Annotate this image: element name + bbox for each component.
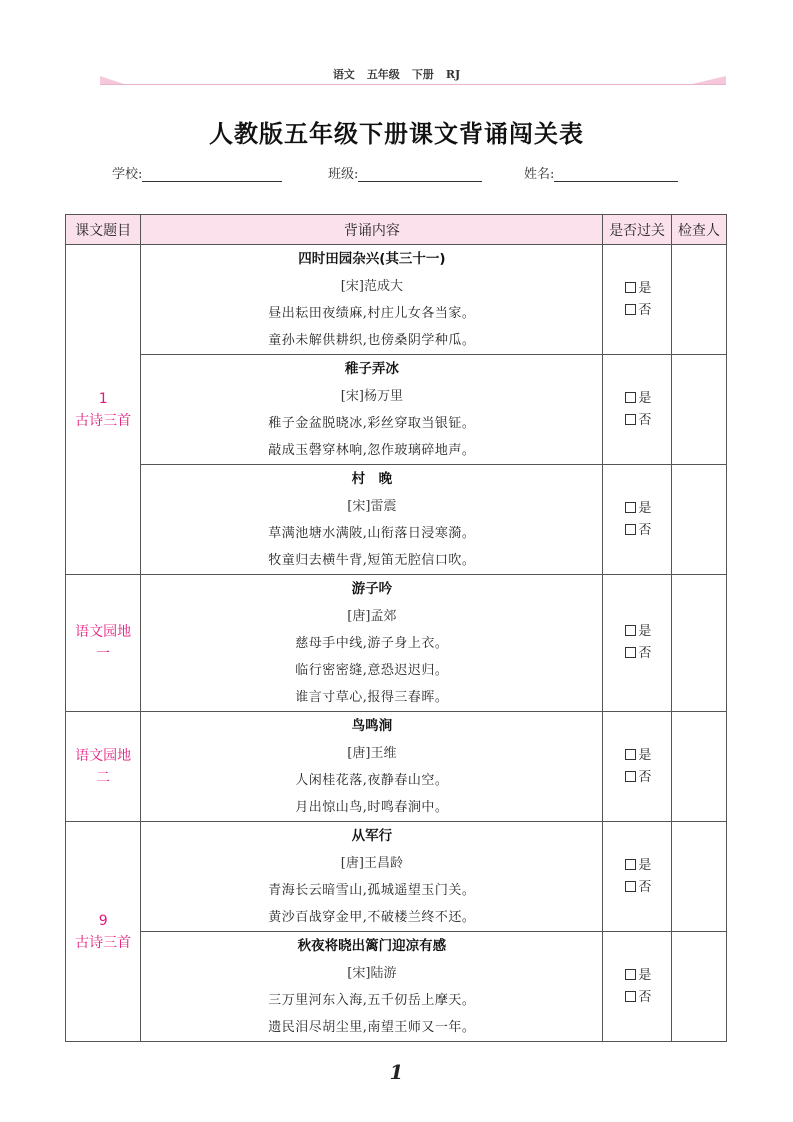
poem-line: 黄沙百战穿金甲,不破楼兰终不还。 [268,910,476,925]
lesson-cell [66,822,141,1042]
no-label: 否 [638,879,652,895]
checkbox-no[interactable] [625,304,636,315]
poem-author: [宋]范成大 [340,279,403,294]
pass-cell [603,932,671,1042]
school-field [112,163,282,182]
no-option[interactable] [625,410,670,432]
no-label: 否 [638,646,652,661]
poem-author: [唐]王维 [347,746,397,761]
poem-author: [宋]雷震 [347,499,397,514]
yes-label: 是 [638,390,652,406]
class-field [328,163,482,182]
page-number: 1 [389,1060,404,1084]
checker-cell[interactable] [671,575,726,712]
table-row [66,575,727,712]
school-label: 学校: [112,167,143,182]
poem-title: 四时田园杂兴(其三十一) [298,251,446,267]
no-option[interactable] [625,767,670,789]
poem-line: 慈母手中线,游子身上衣。 [295,636,449,651]
no-option[interactable] [625,987,670,1009]
lesson-title: 古诗三首 [75,934,132,951]
yes-option[interactable] [625,855,670,877]
column-header-checker: 检查人 [671,215,726,245]
table-row [66,355,727,465]
yes-label: 是 [638,280,652,296]
poem-title: 游子吟 [351,581,393,597]
table-row [66,245,727,355]
lesson-cell [66,575,141,712]
poem-line: 遗民泪尽胡尘里,南望王师又一年。 [268,1020,476,1035]
name-field [524,163,678,182]
no-option[interactable] [625,643,670,665]
checkbox-no[interactable] [625,414,636,425]
pass-cell [603,465,671,575]
yes-option[interactable] [625,745,670,767]
table-row [66,932,727,1042]
name-blank[interactable] [554,167,678,182]
poem-title: 稚子弄冰 [344,361,399,377]
checker-cell[interactable] [671,712,726,822]
no-label: 否 [638,769,652,785]
checkbox-yes[interactable] [625,392,636,403]
poem-line: 青海长云暗雪山,孤城遥望玉门关。 [268,883,476,898]
yes-option[interactable] [625,965,670,987]
column-header-pass: 是否过关 [603,215,671,245]
yes-option[interactable] [625,278,670,300]
header-volume: 下册 [411,68,434,81]
checker-cell[interactable] [671,355,726,465]
no-label: 否 [638,412,652,428]
poem-author: [唐]孟郊 [347,609,397,624]
lesson-title: 一 [96,646,111,662]
table-row [66,465,727,575]
poem-line: 童孙未解供耕织,也傍桑阴学种瓜。 [268,333,476,348]
table-header-row [66,215,727,245]
poem-line: 临行密密缝,意恐迟迟归。 [295,663,449,678]
lesson-cell [66,245,141,575]
lesson-title: 古诗三首 [75,412,132,429]
no-option[interactable] [625,520,670,542]
column-header-lesson: 课文题目 [66,215,141,245]
poem-line: 敲成玉磬穿林响,忽作玻璃碎地声。 [268,443,476,458]
checkbox-no[interactable] [625,991,636,1002]
table-row [66,712,727,822]
yes-label: 是 [638,857,652,873]
lesson-title: 二 [96,769,111,786]
yes-option[interactable] [625,621,670,643]
table-row [66,822,727,932]
yes-label: 是 [638,967,652,983]
poem-cell [141,712,603,822]
poem-line: 稚子金盆脱晓冰,彩丝穿取当银钲。 [268,416,476,431]
lesson-number: 1 [98,390,108,407]
checker-cell[interactable] [671,245,726,355]
header-grade: 五年级 [366,68,400,81]
poem-cell [141,575,603,712]
checkbox-yes[interactable] [625,282,636,293]
school-blank[interactable] [142,167,282,182]
yes-label: 是 [638,624,652,639]
class-label: 班级: [328,167,359,182]
class-blank[interactable] [358,167,482,182]
poem-line: 牧童归去横牛背,短笛无腔信口吹。 [268,553,476,568]
poem-title: 秋夜将晓出篱门迎凉有感 [297,938,447,954]
lesson-number: 语文园地 [75,624,132,640]
checkbox-no[interactable] [625,771,636,782]
header-edition: RJ [445,68,461,81]
poem-cell [141,932,603,1042]
poem-cell [141,465,603,575]
no-label: 否 [638,302,652,318]
checker-cell[interactable] [671,822,726,932]
pass-cell [603,822,671,932]
yes-option[interactable] [625,388,670,410]
poem-title: 从军行 [351,828,393,844]
running-header [0,66,793,82]
name-label: 姓名: [524,167,555,182]
column-header-content: 背诵内容 [141,215,603,245]
checkbox-no[interactable] [625,647,636,658]
poem-line: 昼出耘田夜绩麻,村庄儿女各当家。 [268,306,476,321]
header-subject: 语文 [332,68,355,81]
poem-line: 三万里河东入海,五千仞岳上摩天。 [268,993,476,1008]
pass-cell [603,355,671,465]
poem-line: 谁言寸草心,报得三春晖。 [295,690,449,705]
no-option[interactable] [625,877,670,899]
lesson-cell [66,712,141,822]
yes-label: 是 [638,500,652,516]
checker-cell[interactable] [671,932,726,1042]
checkbox-no[interactable] [625,881,636,892]
checkbox-no[interactable] [625,524,636,535]
poem-cell [141,245,603,355]
checkbox-yes[interactable] [625,625,636,636]
checkbox-yes[interactable] [625,969,636,980]
checkbox-yes[interactable] [625,859,636,870]
poem-line: 月出惊山鸟,时鸣春涧中。 [295,800,449,815]
lesson-number: 语文园地 [75,747,132,764]
poem-cell [141,355,603,465]
poem-author: [宋]杨万里 [340,389,403,404]
checkbox-yes[interactable] [625,749,636,760]
poem-author: [唐]王昌龄 [340,856,403,871]
pass-cell [603,712,671,822]
poem-line: 人闲桂花落,夜静春山空。 [295,773,449,788]
checkbox-yes[interactable] [625,502,636,513]
no-label: 否 [638,522,652,538]
no-label: 否 [638,989,652,1005]
page-title: 人教版五年级下册课文背诵闯关表 [209,120,584,148]
poem-cell [141,822,603,932]
poem-title: 村 晚 [351,471,393,487]
yes-label: 是 [638,747,652,763]
pass-cell [603,575,671,712]
yes-option[interactable] [625,498,670,520]
poem-author: [宋]陆游 [347,966,397,981]
poem-line: 草满池塘水满陂,山衔落日浸寒漪。 [268,526,476,541]
poem-title: 鸟鸣涧 [351,718,393,734]
checker-cell[interactable] [671,465,726,575]
pass-cell [603,245,671,355]
no-option[interactable] [625,300,670,322]
lesson-number: 9 [98,912,108,929]
header-rule [100,84,726,85]
recitation-table [65,214,727,1042]
